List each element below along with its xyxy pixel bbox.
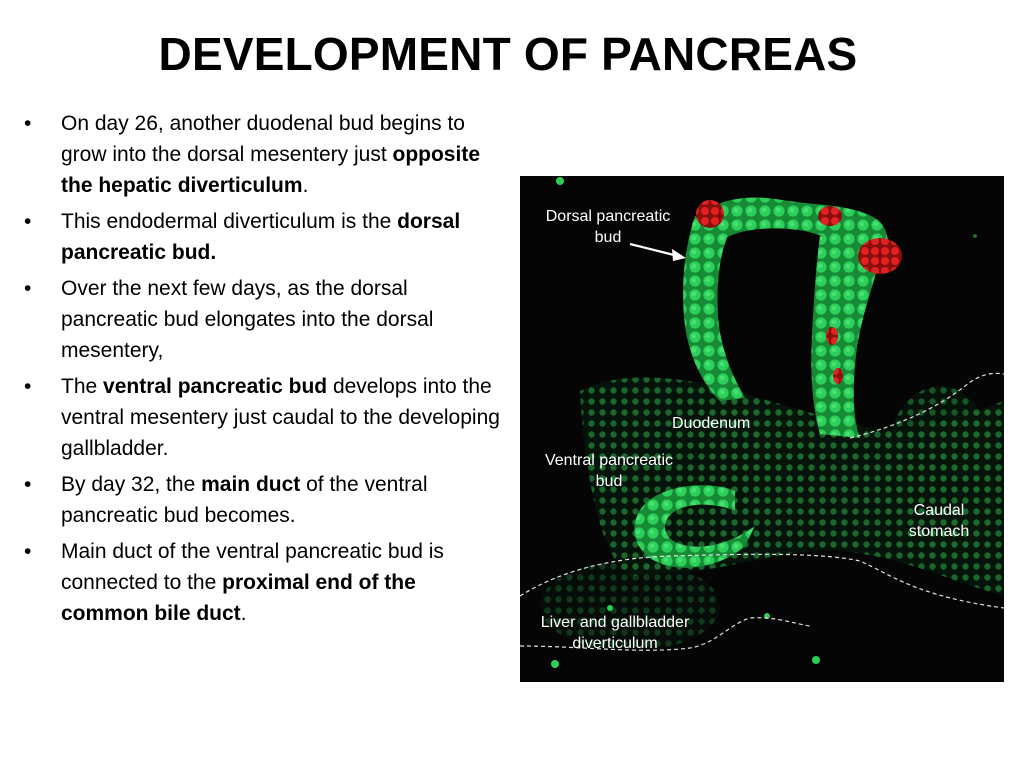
label-dorsal-bud [534, 206, 682, 248]
micrograph-image [520, 176, 1004, 682]
red-stain-top-mid [818, 206, 842, 226]
red-stain-top-left [696, 200, 724, 228]
bullet-item [22, 536, 502, 629]
label-liver-gallbladder [530, 612, 700, 654]
bullet-text: On day 26, another duodenal bud begins to grow into the dorsal mesentery just [61, 112, 465, 166]
bullet-text: develops into the ventral mesentery just caudal to the developing gallbladder. [61, 375, 500, 460]
bullet-text: By day 32, the [61, 473, 202, 496]
label-caudal-line1: Caudal [913, 502, 965, 519]
red-stain-right [858, 238, 902, 274]
bullet-dot: • [24, 277, 32, 300]
bullet-text: . [302, 174, 309, 197]
cell-dot [551, 660, 559, 668]
label-ventral-bud [534, 450, 684, 492]
cell-dot [812, 656, 820, 664]
bullet-dot: • [24, 210, 32, 233]
bullet-item [22, 206, 502, 268]
red-stain-mid [826, 327, 838, 345]
bullet-dot: • [24, 112, 32, 135]
cell-dot [607, 605, 613, 611]
label-duodenum-text: Duodenum [672, 415, 751, 432]
bullet-bold-text: proximal end of the common bile duct [61, 571, 416, 625]
label-ventral-bud-line1: Ventral pancreatic [544, 452, 674, 469]
label-duodenum [672, 413, 750, 434]
bullet-item [22, 108, 502, 201]
dorsal-bud-left-arm [683, 216, 745, 401]
bullet-bold-text: ventral pancreatic bud [103, 375, 328, 398]
red-stain-low [833, 368, 843, 384]
bullet-text: The [61, 375, 104, 398]
bullet-text: Over the next few days, as the dorsal pancreatic bud elongates into the dorsal mesentery, [61, 277, 434, 362]
label-liver-line2: diverticulum [572, 635, 658, 652]
bullet-dot: • [24, 473, 32, 496]
bullet-dot: • [24, 375, 32, 398]
label-liver-line1: Liver and gallbladder [540, 614, 690, 631]
arrow-head-icon [672, 249, 686, 261]
bullet-list [22, 108, 502, 634]
cell-dot [556, 177, 564, 185]
label-caudal-line2: stomach [908, 523, 970, 540]
bullet-bold-text: main duct [201, 473, 301, 496]
bullet-text: . [240, 602, 247, 625]
label-ventral-bud-line2: bud [595, 473, 623, 490]
label-dorsal-bud-line2: bud [594, 229, 622, 246]
bullet-bold-text: dorsal pancreatic bud. [61, 210, 461, 264]
bullet-text: of the ventral pancreatic bud becomes. [61, 473, 428, 527]
micrograph-svg [520, 176, 1004, 682]
bullet-text: Main duct of the ventral pancreatic bud is connected to the [61, 540, 444, 594]
bullet-item [22, 273, 502, 366]
label-caudal-stomach [898, 500, 980, 542]
bullet-item [22, 371, 502, 464]
bullet-text: This endodermal diverticulum is the [61, 210, 398, 233]
bullet-dot: • [24, 540, 32, 563]
label-dorsal-bud-line1: Dorsal pancreatic [545, 208, 671, 225]
cell-dot [973, 234, 977, 238]
bullet-bold-text: opposite the hepatic diverticulum [61, 143, 480, 197]
slide-title: DEVELOPMENT OF PANCREAS [158, 28, 858, 80]
bullet-item [22, 469, 502, 531]
